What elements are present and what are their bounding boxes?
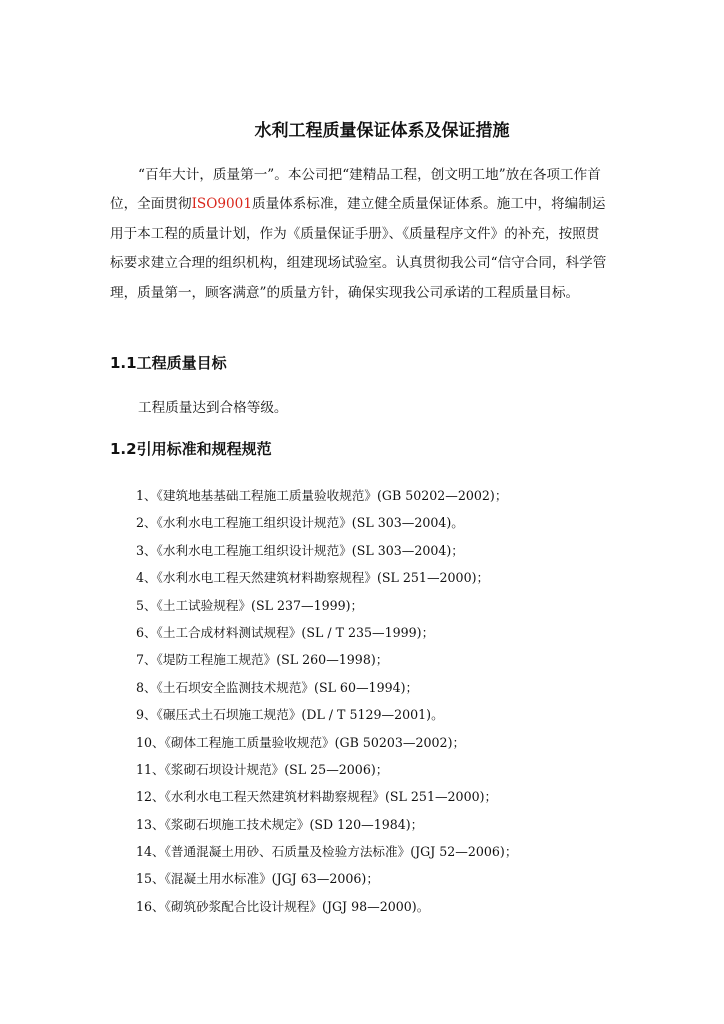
list-item: 9、《碾压式土石坝施工规范》(DL / T 5129—2001)。 <box>136 707 444 723</box>
list-item: 2、《水利水电工程施工组织设计规范》(SL 303—2004)。 <box>136 515 464 531</box>
list-item: 7、《堤防工程施工规范》(SL 260—1998)； <box>136 652 389 668</box>
list-item: 10、《砌体工程施工质量验收规范》(GB 50203—2002)； <box>136 734 466 750</box>
list-item: 13、《浆砌石坝施工技术规定》(SD 120—1984)； <box>136 816 424 832</box>
document-title: 水利工程质量保证体系及保证措施 <box>254 121 510 141</box>
standards-list <box>136 482 517 920</box>
section-2-heading: 1.2引用标准和规程规范 <box>110 440 272 458</box>
intro-text-after: 质量体系标准，建立健全质量保证体系。施工中，将编制运用于本工程的质量计划，作为《质量保证手册》、《质量程序文件》的补充，按照贯标要求建立合理的组织机构，组建现场试验室。认真贯彻我公司“信守合同，科学管理，质量第一，顾客满意”的质量方针，确保实现我公司承诺的工程质量目标。 <box>110 196 607 301</box>
section-1-text: 工程质量达到合格等级。 <box>138 400 288 416</box>
list-item: 12、《水利水电工程天然建筑材料勘察规程》(SL 251—2000)； <box>136 789 498 805</box>
iso-standard-highlight: ISO9001 <box>191 196 252 213</box>
list-item: 6、《土工合成材料测试规程》(SL / T 235—1999)； <box>136 624 435 640</box>
list-item: 5、《土工试验规程》(SL 237—1999)； <box>136 597 364 613</box>
list-item: 14、《普通混凝土用砂、石质量及检验方法标准》(JGJ 52—2006)； <box>136 844 518 860</box>
list-item: 16、《砌筑砂浆配合比设计规程》(JGJ 98—2000)。 <box>136 898 430 914</box>
intro-text-before: “百年大计，质量第一”。本公司把“建精品工程，创文明工地”放在各项工作首位，全面贯彻 <box>110 167 601 213</box>
list-item: 11、《浆砌石坝设计规范》(SL 25—2006)； <box>136 761 389 777</box>
list-item: 4、《水利水电工程天然建筑材料勘察规程》(SL 251—2000)； <box>136 570 490 586</box>
list-item: 8、《土石坝安全监测技术规范》(SL 60—1994)； <box>136 679 419 695</box>
intro-paragraph <box>110 161 612 308</box>
list-item: 1、《建筑地基基础工程施工质量验收规范》(GB 50202—2002)； <box>136 488 508 503</box>
list-item: 3、《水利水电工程施工组织设计规范》(SL 303—2004)； <box>136 542 464 558</box>
list-item: 15、《混凝土用水标准》(JGJ 63—2006)； <box>136 871 379 887</box>
section-1-heading: 1.1工程质量目标 <box>110 354 227 372</box>
